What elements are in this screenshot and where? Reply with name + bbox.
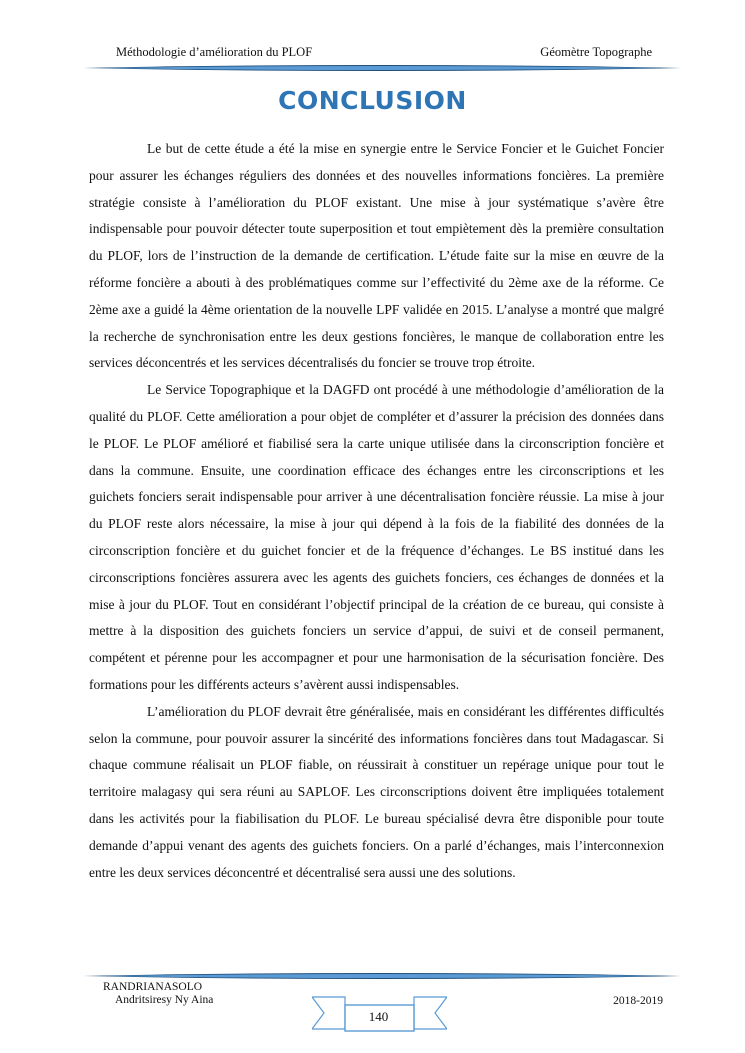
paragraph-2: Le Service Topographique et la DAGFD ont procédé à une méthodologie d’amélioration de la qualité du PLOF. Cette amélioration a pour objet de compléter et d’assurer la précision des données dans le PLOF. Le PLOF amélioré et fiabilisé sera la carte unique utilisée dans la circonscription foncière et dans la commune. Ensuite, une coordination efficace des échanges entre les circonscriptions et les guichets fonciers serait indispensable pour arriver à une décentralisation foncière réussie. La mise à jour du PLOF reste alors nécessaire, la mise à jour qui dépend à la fois de la fiabilité des données de la circonscription foncière et du guichet foncier et de la fréquence d’échanges. Le BS institué dans les circonscriptions foncières assurera avec les agents des guichets fonciers, ces échanges de données et la mise à jour du PLOF. Tout en considérant l’objectif principal de la création de ce bureau, qui consiste à mettre à la disposition des guichets fonciers un service d’appui, de suivi et de conseil permanent, compétent et pérenne pour les accompagner et pour une harmonisation de la sécurisation foncière. Des formations pour les différents acteurs s’avèrent aussi indispensables. [89,382,664,692]
footer-divider [83,971,681,981]
header-divider [83,63,681,73]
academic-year: 2018-2019 [613,995,663,1007]
page-number: 140 [368,1009,389,1024]
header-document-title: Méthodologie d’amélioration du PLOF [116,45,313,59]
page-title: CONCLUSION [278,86,467,115]
paragraph-3: L’amélioration du PLOF devrait être généralisée, mais en considérant les différentes difficultés selon la commune, pour pouvoir assurer la sincérité des informations foncières dans tout Madagascar. Si chaque commune réalisait un PLOF fiable, on réussirait à constituer un repérage unique pour tout le territoire malagasy qui sera réuni au SAPLOF. Les circonscriptions doivent être impliquées totalement dans les activités pour la fiabilisation du PLOF. Le bureau spécialisé devra être disponible pour toute demande d’appui venant des agents des guichets fonciers. On a parlé d’échanges, mais l’interconnexion entre les deux services déconcentré et décentralisé sera aussi une des solutions. [89,703,664,880]
header-author-role: Géomètre Topographe [540,45,652,59]
conclusion-body [89,136,664,886]
author-surname: RANDRIANASOLO [103,981,203,993]
author-given-name: Andritsiresy Ny Aina [115,994,214,1006]
footer-author [103,981,213,1007]
paragraph-1: Le but de cette étude a été la mise en synergie entre le Service Foncier et le Guichet Foncier pour assurer les échanges réguliers des données et des nouvelles informations foncières. La première stratégie consiste à l’amélioration du PLOF existant. Une mise à jour systématique s’avère être indispensable pour pouvoir détecter toute superposition et tout empiètement dès la première consultation du PLOF, lors de l’instruction de la demande de certification. L’étude faite sur la mise en œuvre de la réforme foncière a abouti à des problématiques comme sur l’effectivité du 2ème axe de la réforme. Ce 2ème axe a guidé la 4ème orientation de la nouvelle LPF validée en 2015. L’analyse a montré que malgré la recherche de synchronisation entre les deux gestions foncières, le manque de collaboration entre les services déconcentrés et les services décentralisés du foncier se trouve trop étroite. [89,141,664,371]
